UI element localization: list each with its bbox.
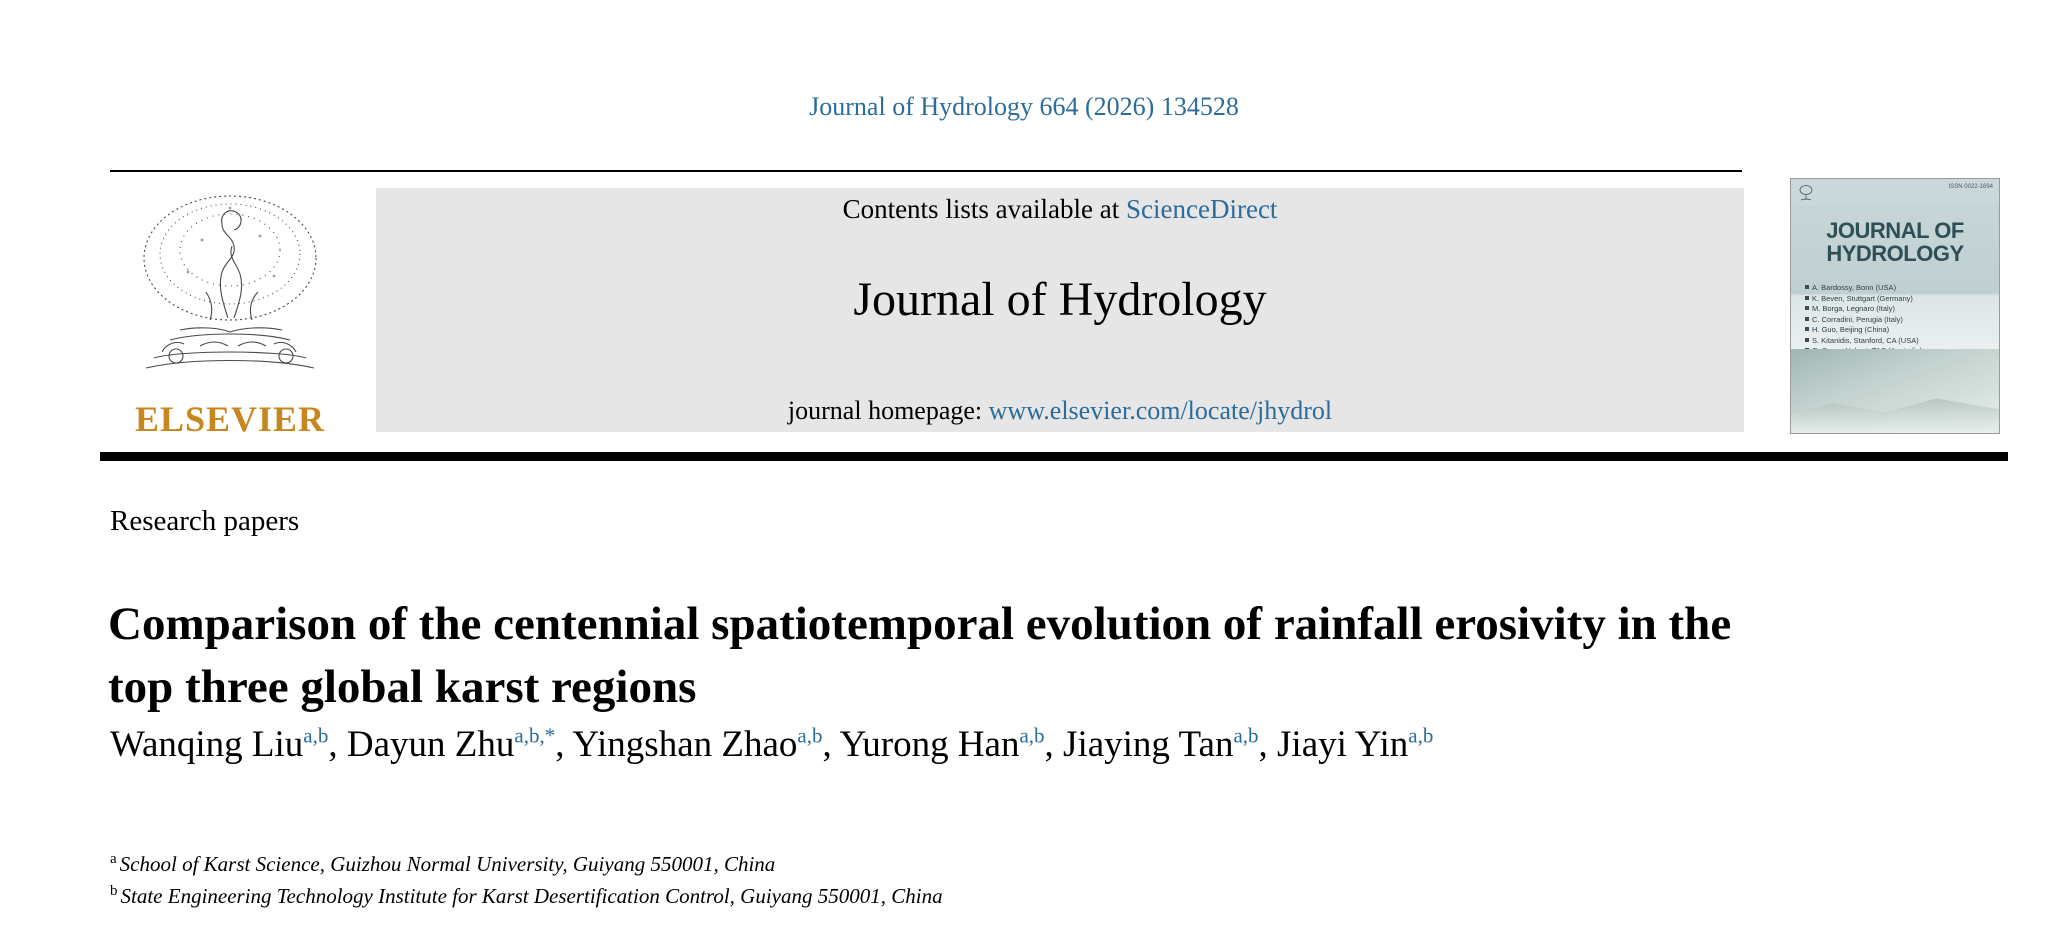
list-item: [110, 724, 347, 765]
list-item: [1805, 325, 1922, 336]
journal-homepage-line: [376, 396, 1744, 426]
homepage-prefix: journal homepage:: [787, 396, 989, 425]
affiliation-text: School of Karst Science, Guizhou Normal University, Guiyang 550001, China: [119, 852, 776, 876]
list-item: [840, 724, 1063, 765]
elsevier-wordmark: ELSEVIER: [134, 399, 326, 439]
cover-journal-name-line1: JOURNAL OF: [1826, 218, 1964, 243]
affiliation-list: [110, 848, 1810, 912]
author-separator: ,: [555, 724, 573, 765]
author-list: [110, 718, 1810, 772]
author-separator: ,: [822, 724, 840, 765]
cover-editor-name: H. Guo, Beijing (China): [1812, 325, 1890, 334]
author-affiliation-marks: a,b: [303, 723, 329, 748]
cover-editor-list: [1805, 283, 1922, 357]
journal-title: Journal of Hydrology: [853, 273, 1267, 326]
bullet-icon: [1805, 285, 1809, 289]
masthead-bottom-rule: [100, 452, 2008, 461]
affiliation-marker: b: [110, 883, 118, 899]
bullet-icon: [1805, 338, 1809, 342]
author-affiliation-marks: a,b,*: [514, 723, 556, 748]
list-item: [110, 880, 1810, 912]
contents-lists-prefix: Contents lists available at: [842, 194, 1127, 224]
list-item: [1277, 724, 1433, 765]
list-item: [347, 724, 572, 765]
list-item: [1805, 294, 1922, 305]
article-section-label: Research papers: [110, 505, 300, 537]
list-item: [1063, 724, 1277, 765]
list-item: [110, 848, 1810, 880]
running-head: Journal of Hydrology 664 (2026) 134528: [809, 92, 1239, 121]
list-item: [1805, 336, 1922, 347]
cover-editor-name: A. Bardossy, Bonn (USA): [1812, 283, 1897, 292]
bullet-icon: [1805, 327, 1809, 331]
bullet-icon: [1805, 317, 1809, 321]
list-item: [1805, 315, 1922, 326]
affiliation-text: State Engineering Technology Institute for Karst Desertification Control, Guiyang 550001, China: [120, 884, 943, 908]
journal-homepage-link[interactable]: www.elsevier.com/locate/jhydrol: [988, 396, 1333, 425]
cover-editor-name: C. Corradini, Perugia (Italy): [1812, 314, 1903, 324]
list-item: [1805, 304, 1922, 315]
elsevier-tree-logo: [110, 180, 350, 435]
cover-editor-name: M. Borga, Legnaro (Italy): [1812, 304, 1895, 313]
cover-journal-name-line2: HYDROLOGY: [1826, 241, 1964, 266]
author-affiliation-marks: a,b: [1408, 723, 1434, 748]
cover-editor-name: K. Beven, Stuttgart (Germany): [1812, 293, 1913, 303]
cover-journal-name: [1791, 219, 1999, 265]
bullet-icon: [1805, 306, 1809, 310]
cover-photograph: [1791, 349, 1999, 433]
contents-lists-line: [376, 194, 1744, 225]
cover-editor-name: S. Kitanidis, Stanford, CA (USA): [1812, 335, 1919, 345]
author-name: Wanqing Liu: [110, 724, 304, 765]
bullet-icon: [1805, 296, 1809, 300]
journal-cover-thumbnail: [1790, 178, 2000, 434]
author-affiliation-marks: a,b: [1233, 723, 1259, 748]
author-name: Yurong Han: [839, 724, 1020, 765]
author-separator: ,: [1258, 724, 1278, 765]
list-item: [1805, 283, 1922, 294]
affiliation-marker: a: [110, 851, 117, 867]
list-item: [572, 724, 839, 765]
author-affiliation-marks: a,b: [797, 723, 823, 748]
author-name: Yingshan Zhao: [572, 724, 798, 765]
sciencedirect-link[interactable]: ScienceDirect: [1126, 194, 1278, 224]
author-name: Dayun Zhu: [346, 724, 515, 765]
masthead-top-rule: [110, 170, 1742, 172]
author-name: Jiayi Yin: [1277, 724, 1409, 765]
cover-issn: ISSN 0022-1694: [1948, 184, 1993, 190]
cover-header-band: [1791, 179, 1999, 205]
author-name: Jiaying Tan: [1063, 724, 1234, 765]
author-separator: ,: [1044, 724, 1064, 765]
cover-elsevier-logo-icon: [1798, 183, 1814, 203]
author-separator: ,: [328, 724, 347, 765]
author-affiliation-marks: a,b: [1019, 723, 1045, 748]
page-title: Comparison of the centennial spatiotemporal evolution of rainfall erosivity in the top three global karst regions: [108, 598, 1732, 714]
